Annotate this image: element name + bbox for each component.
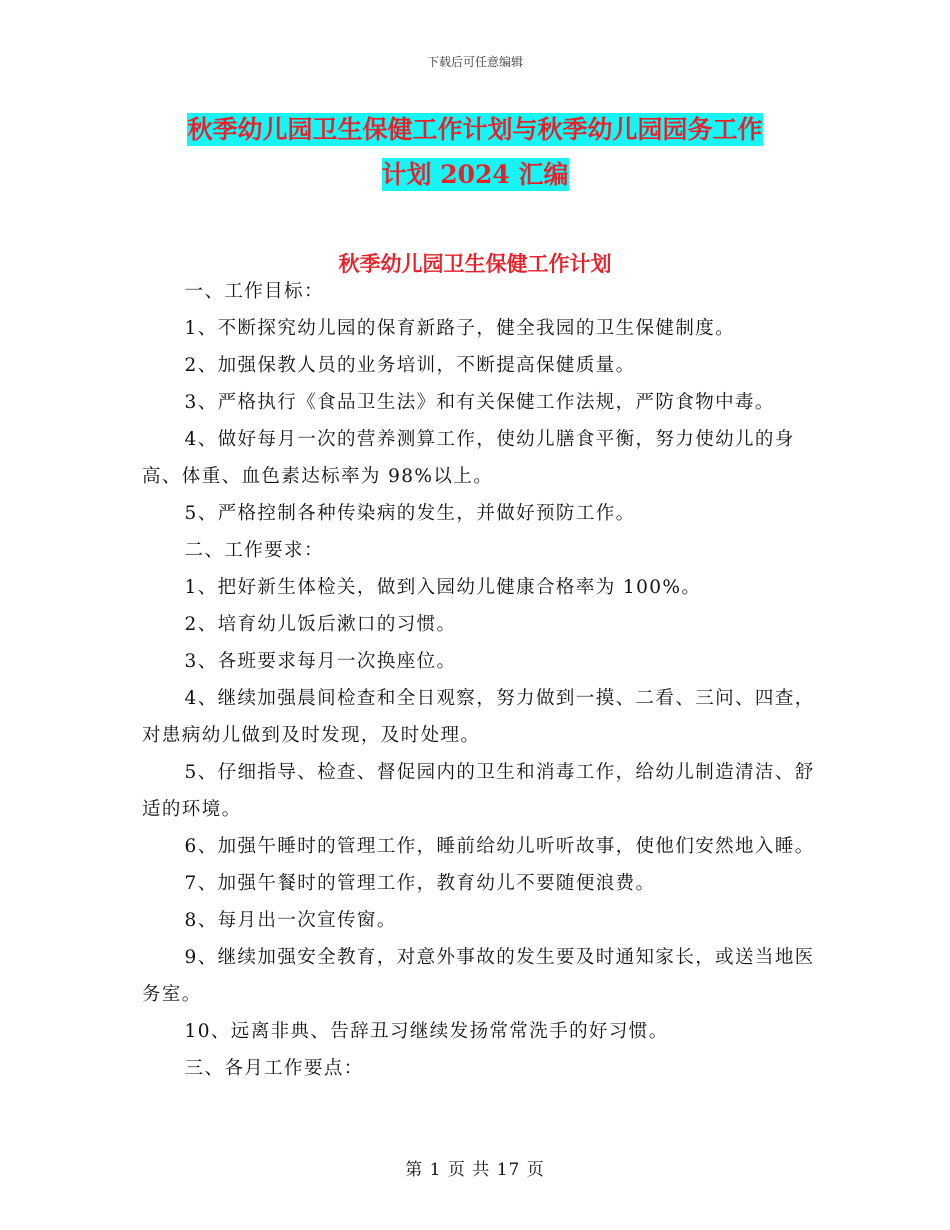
header-note: 下载后可任意编辑 — [426, 55, 523, 69]
document-title-line-2 — [0, 158, 950, 192]
paragraph: 4、做好每月一次的营养测算工作，使幼儿膳食平衡，努力使幼儿的身 高、体重、血色素达标率为 98%以上。 — [142, 429, 795, 487]
document-body — [142, 273, 822, 1087]
paragraph: 2、加强保教人员的业务培训，不断提高保健质量。 — [184, 355, 636, 376]
paragraph: 7、加强午餐时的管理工作，教育幼儿不要随便浪费。 — [184, 873, 656, 894]
paragraph: 5、严格控制各种传染病的发生，并做好预防工作。 — [184, 503, 636, 524]
paragraph: 2、培育幼儿饭后漱口的习惯。 — [184, 614, 457, 635]
paragraph: 3、严格执行《食品卫生法》和有关保健工作法规，严防食物中毒。 — [184, 392, 775, 413]
paragraph: 10、远离非典、告辞丑习继续发扬常常洗手的好习惯。 — [184, 1021, 669, 1042]
paragraph: 一、工作目标： — [184, 281, 324, 302]
paragraph: 9、继续加强安全教育，对意外事故的发生要及时通知家长，或送当地医务室。 — [142, 947, 815, 1005]
section-title: 秋季幼儿园卫生保健工作计划 — [338, 251, 612, 276]
paragraph: 3、各班要求每月一次换座位。 — [184, 651, 457, 672]
page-footer: 第 1 页 共 17 页 — [405, 1160, 545, 1180]
paragraph: 6、加强午睡时的管理工作，睡前给幼儿听听故事，使他们安然地入睡。 — [184, 836, 815, 857]
paragraph: 三、各月工作要点： — [184, 1058, 364, 1079]
paragraph: 1、把好新生体检关，做到入园幼儿健康合格率为 100%。 — [184, 577, 702, 598]
paragraph: 5、仔细指导、检查、督促园内的卫生和消毒工作，给幼儿制造清洁、舒适的环境。 — [142, 762, 815, 820]
document-title-text-1: 秋季幼儿园卫生保健工作计划与秋季幼儿园园务工作 — [187, 115, 763, 144]
paragraph: 二、工作要求： — [184, 540, 324, 561]
paragraph: 4、继续加强晨间检查和全日观察，努力做到一摸、二看、三问、四查，对患病幼儿做到及时发现，及时处理。 — [142, 688, 815, 746]
paragraph: 8、每月出一次宣传窗。 — [184, 910, 397, 931]
document-title-line-1 — [0, 113, 950, 147]
paragraph: 1、不断探究幼儿园的保育新路子，健全我园的卫生保健制度。 — [184, 318, 736, 339]
document-title-text-2: 计划 2024 汇编 — [381, 160, 569, 189]
